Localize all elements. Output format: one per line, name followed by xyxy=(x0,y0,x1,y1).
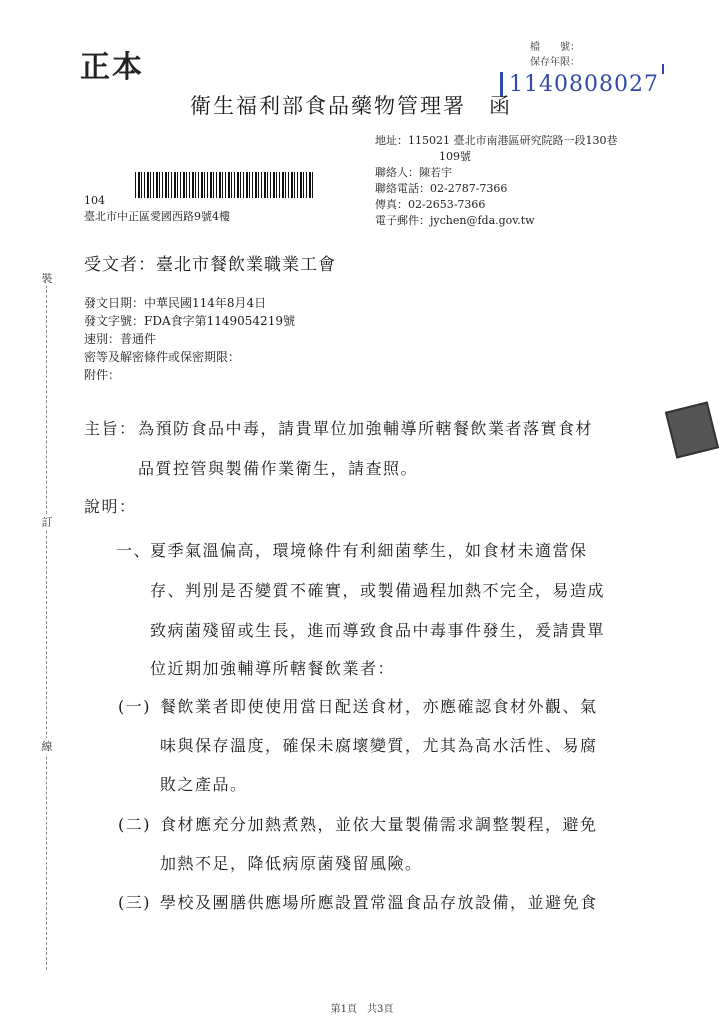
item-1-line-2: 存、判別是否變質不確實，或製備過程加熱不完全，易造成 xyxy=(150,581,606,600)
document-number: 發文字號：FDA食字第1149054219號 xyxy=(84,314,295,328)
item-1-line-1: 夏季氣溫偏高，環境條件有利細菌孳生，如食材未適當保 xyxy=(150,541,588,560)
binding-line xyxy=(38,270,56,970)
subject-label: 主旨： xyxy=(84,419,137,438)
stamped-file-number: 1140808027 xyxy=(500,72,659,97)
agency-title: 衛生福利部食品藥物管理署 函 xyxy=(190,94,512,118)
contact-fax: 傳真：02-2653-7366 xyxy=(375,198,486,211)
recipient-line: 受文者：臺北市餐飲業職業工會 xyxy=(84,255,336,275)
file-number-label: 檔 號： xyxy=(530,42,580,53)
binding-char-xian: 線 xyxy=(38,738,56,754)
retention-period-label: 保存年限： xyxy=(530,57,580,68)
contact-block xyxy=(375,133,617,229)
address-line-1: 地址：115021 臺北市南港區研究院路一段130巷 xyxy=(375,134,618,147)
subject-line-2: 品質控管與製備作業衛生，請查照。 xyxy=(138,459,419,478)
security-level: 密等及解密條件或保密期限： xyxy=(84,350,241,364)
sub-item-3-marker: (三) xyxy=(118,893,151,912)
subject-line-1: 為預防食品中毒，請貴單位加強輔導所轄餐飲業者落實食材 xyxy=(138,419,594,438)
page-number: 第1頁 共3頁 xyxy=(330,1004,394,1015)
postal-code: 104 xyxy=(84,194,105,207)
binding-char-ding: 訂 xyxy=(38,514,56,530)
recipient-address: 臺北市中正區愛國西路9號4樓 xyxy=(84,210,230,223)
original-copy-mark: 正本 xyxy=(80,50,144,85)
contact-phone: 聯絡電話：02-2787-7366 xyxy=(375,182,508,195)
sub-item-1-marker: (一) xyxy=(118,697,151,716)
stamp-tick-mark xyxy=(662,64,664,74)
item-1-line-3: 致病菌殘留或生長，進而導致食品中毒事件發生，爰請貴單 xyxy=(150,621,606,640)
issue-date: 發文日期：中華民國114年8月4日 xyxy=(84,296,267,310)
explanation-label: 說明： xyxy=(84,497,137,516)
attachments: 附件： xyxy=(84,368,121,382)
file-info xyxy=(530,40,580,70)
item-1-marker: 一、 xyxy=(116,541,152,560)
address-line-2: 109號 xyxy=(439,150,471,163)
binding-dashed-line xyxy=(46,270,47,970)
item-1-line-4: 位近期加強輔導所轄餐飲業者： xyxy=(150,659,396,678)
contact-person: 聯絡人：陳若宇 xyxy=(375,166,452,179)
sub-item-2-line-1: 食材應充分加熱煮熟，並依大量製備需求調整製程，避免 xyxy=(160,815,598,834)
sub-item-3-line-1: 學校及團膳供應場所應設置常溫食品存放設備，並避免食 xyxy=(160,893,598,912)
sub-item-2-marker: (二) xyxy=(118,815,151,834)
contact-email: 電子郵件：jychen@fda.gov.tw xyxy=(375,214,535,227)
sub-item-1-line-3: 敗之產品。 xyxy=(160,775,248,794)
document-meta xyxy=(84,294,295,384)
delivery-speed: 速別：普通件 xyxy=(84,332,157,346)
binding-char-zhuang: 裝 xyxy=(38,270,56,286)
side-seal-stamp xyxy=(665,401,719,458)
sub-item-1-line-2: 味與保存溫度，確保未腐壞變質，尤其為高水活性、易腐 xyxy=(160,736,598,755)
sub-item-2-line-2: 加熱不足，降低病原菌殘留風險。 xyxy=(160,854,423,873)
sub-item-1-line-1: 餐飲業者即使使用當日配送食材，亦應確認食材外觀、氣 xyxy=(160,697,598,716)
barcode-image xyxy=(135,172,315,198)
